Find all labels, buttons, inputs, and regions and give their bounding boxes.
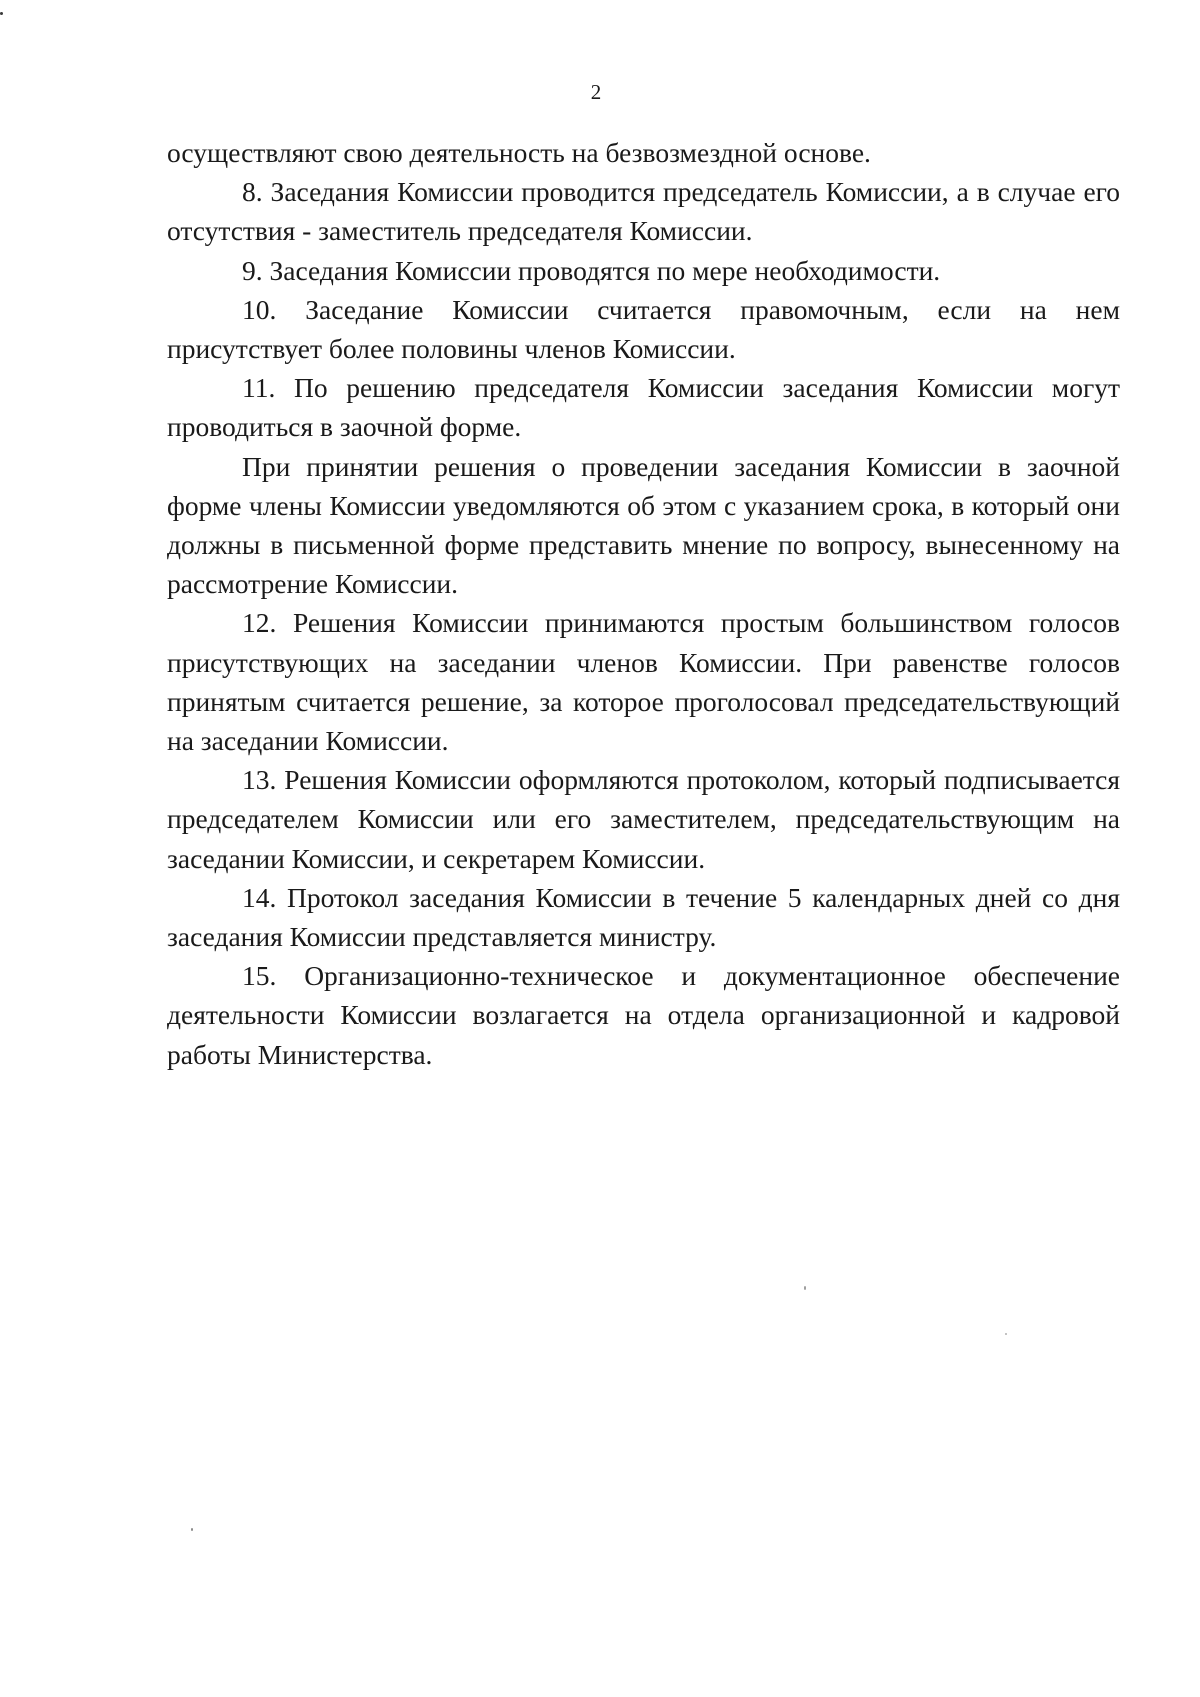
scan-speck	[1005, 1333, 1007, 1335]
page-number: 2	[590, 80, 602, 104]
paragraph-item-12: 12. Решения Комиссии принимаются простым большинством голосов присутствующих на заседании членов Комиссии. При равенстве голосов принятым считается решение, за которое проголосовал председательствующий на заседании Комиссии.	[167, 607, 1120, 757]
document-body	[167, 133, 1120, 1074]
paragraph-item-11-details: При принятии решения о проведении заседания Комиссии в заочной форме члены Комиссии уведомляются об этом с указанием срока, в который они должны в письменной форме представить мнение по вопросу, вынесенному на рассмотрение Комиссии.	[167, 450, 1120, 600]
paragraph-continuation: осуществляют свою деятельность на безвозмездной основе.	[167, 137, 871, 168]
paragraph-item-11: 11. По решению председателя Комиссии заседания Комиссии могут проводиться в заочной форме.	[167, 372, 1120, 443]
paragraph-item-14: 14. Протокол заседания Комиссии в течение 5 календарных дней со дня заседания Комиссии представляется министру.	[167, 881, 1120, 953]
scan-speck	[804, 1286, 806, 1290]
paragraph-item-8: 8. Заседания Комиссии проводится председатель Комиссии, а в случае его отсутствия - заместитель председателя Комиссии.	[167, 176, 1120, 247]
scan-speck	[191, 1528, 193, 1531]
paragraph-item-15: 15. Организационно-техническое и документационное обеспечение деятельности Комиссии возлагается на отдела организационной и кадровой работы Министерства.	[167, 960, 1120, 1070]
paragraph-item-9: 9. Заседания Комиссии проводятся по мере необходимости.	[242, 254, 941, 286]
paragraph-item-13: 13. Решения Комиссии оформляются протоколом, который подписывается председателем Комиссии или его заместителем, председательствующим на заседании Комиссии, и секретарем Комиссии.	[167, 764, 1120, 874]
paragraph-item-10: 10. Заседание Комиссии считается правомочным, если на нем присутствует более половины членов Комиссии.	[167, 293, 1120, 365]
scan-speck	[0, 12, 3, 15]
